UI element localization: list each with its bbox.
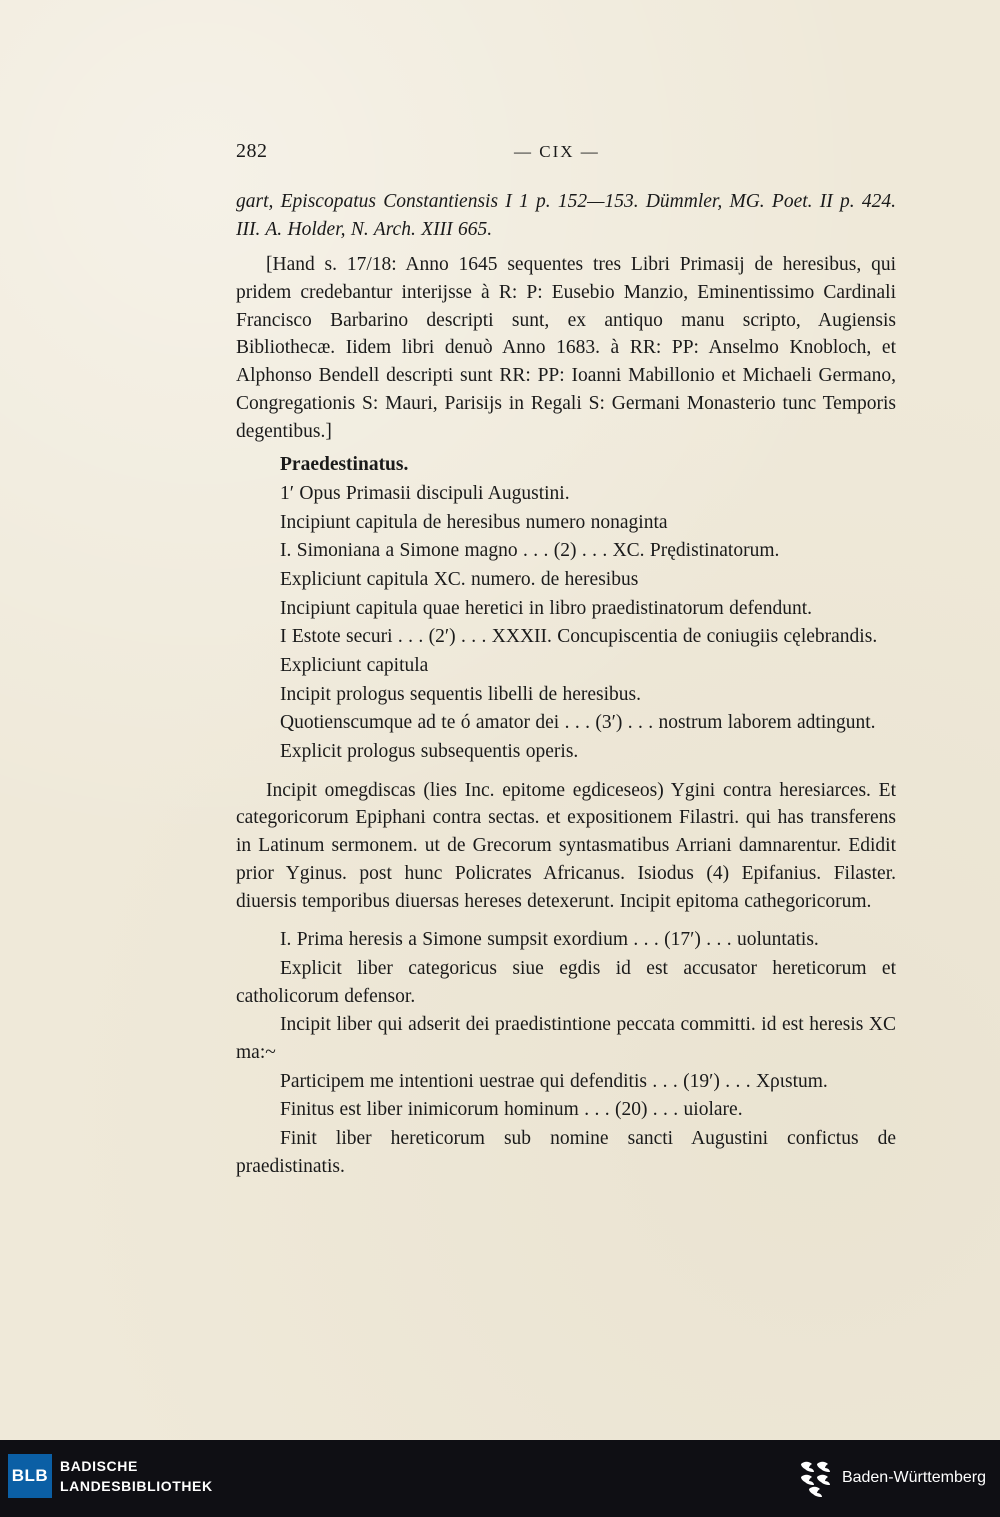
incipit-line-2: Incipiunt capitula de heresibus numero nonaginta xyxy=(280,511,668,533)
tail-line-5: Finitus est liber inimicorum hominum . . . (20) . . . uiolare. xyxy=(280,1099,743,1121)
baden-wuerttemberg-crest-icon xyxy=(798,1458,832,1498)
library-name xyxy=(60,1456,213,1497)
running-head xyxy=(236,140,896,166)
running-head-center: — CIX — xyxy=(514,142,600,161)
tail-line-2: Explicit liber categoricus siue egdis id est accusator hereticorum et catholicorum defensor. xyxy=(236,957,896,1007)
incipit-line-9: Quotienscumque ad te ó amator dei . . . (3′) . . . nostrum laborem adtingunt. xyxy=(280,712,876,734)
state-branding xyxy=(798,1458,986,1498)
tail-line-6: Finit liber hereticorum sub nomine sancti Augustini confictus de praedistinatis. xyxy=(236,1128,896,1177)
page-number: 282 xyxy=(236,140,268,162)
tail-line-3: Incipit liber qui adserit dei praedistintione peccata committi. id est heresis XC ma:~ xyxy=(236,1014,896,1063)
omegdiscas-paragraph: Incipit omegdiscas (lies Inc. epitome egdiceseos) Ygini contra heresiarces. Et categoricorum Epiphani contra sectas. et expositionem Filastri. qui has transferens in Latinum sermonem. ut de Grecorum syntasmatibus Arriani damnarentur. Edidit prior Yginus. post hunc Policrates Africanus. Isiodus (4) Epifanius. Filaster. diuersis temporibus diuersas hereses detexerunt. Incipit epitoma cathegoricorum. xyxy=(236,779,896,912)
incipit-line-8: Incipit prologus sequentis libelli de heresibus. xyxy=(280,683,642,705)
tail-line-1: I. Prima heresis a Simone sumpsit exordium . . . (17′) . . . uoluntatis. xyxy=(280,929,819,951)
incipit-line-1: 1′ Opus Primasii discipuli Augustini. xyxy=(280,482,570,504)
library-name-line2: LANDESBIBLIOTHEK xyxy=(60,1478,213,1495)
page-content xyxy=(236,140,896,1181)
blb-logo[interactable]: BLB xyxy=(8,1454,52,1498)
section-title: Praedestinatus. xyxy=(280,454,409,476)
incipit-line-4: Expliciunt capitula XC. numero. de heresibus xyxy=(280,568,639,590)
incipit-line-3: I. Simoniana a Simone magno . . . (2) . . . XC. Prędistinatorum. xyxy=(280,540,780,562)
incipit-line-5: Incipiunt capitula quae heretici in libro praedistinatorum defendunt. xyxy=(280,597,812,619)
incipit-line-6: I Estote securi . . . (2′) . . . XXXII. Concupiscentia de coniugiis cęlebrandis. xyxy=(280,626,878,648)
hand-note-paragraph: [Hand s. 17/18: Anno 1645 sequentes tres Libri Primasij de heresibus, qui pridem credebantur interijsse à R: P: Eusebio Manzio, Eminentissimo Cardinali Francisco Barbarino descripti sunt, ex antiquo manu scripto, Augiensis Bibliothecæ. Iidem libri denuò Anno 1683. à RR: PP: Anselmo Knobloch, et Alphonso Bendell descripti sunt RR: PP: Ioanni Mabillonio et Michaeli Germano, Congregationis S: Mauri, Parisijs in Regali S: Germani Monasterio tunc Temporis degentibus.] xyxy=(236,254,896,442)
tail-line-4: Participem me intentioni uestrae qui defenditis . . . (19′) . . . Χριstum. xyxy=(280,1070,828,1092)
viewer-footer-bar xyxy=(0,1440,1000,1517)
state-label: Baden-Württemberg xyxy=(841,1469,986,1486)
incipit-line-10: Explicit prologus subsequentis operis. xyxy=(280,741,579,763)
library-name-line1: BADISCHE xyxy=(60,1458,138,1474)
incipit-line-7: Expliciunt capitula xyxy=(280,655,429,676)
citation-paragraph: gart, Episcopatus Constantiensis I 1 p. 152—153. Dümmler, MG. Poet. II p. 424. III. A. Holder, N. Arch. XIII 665. xyxy=(236,191,896,240)
